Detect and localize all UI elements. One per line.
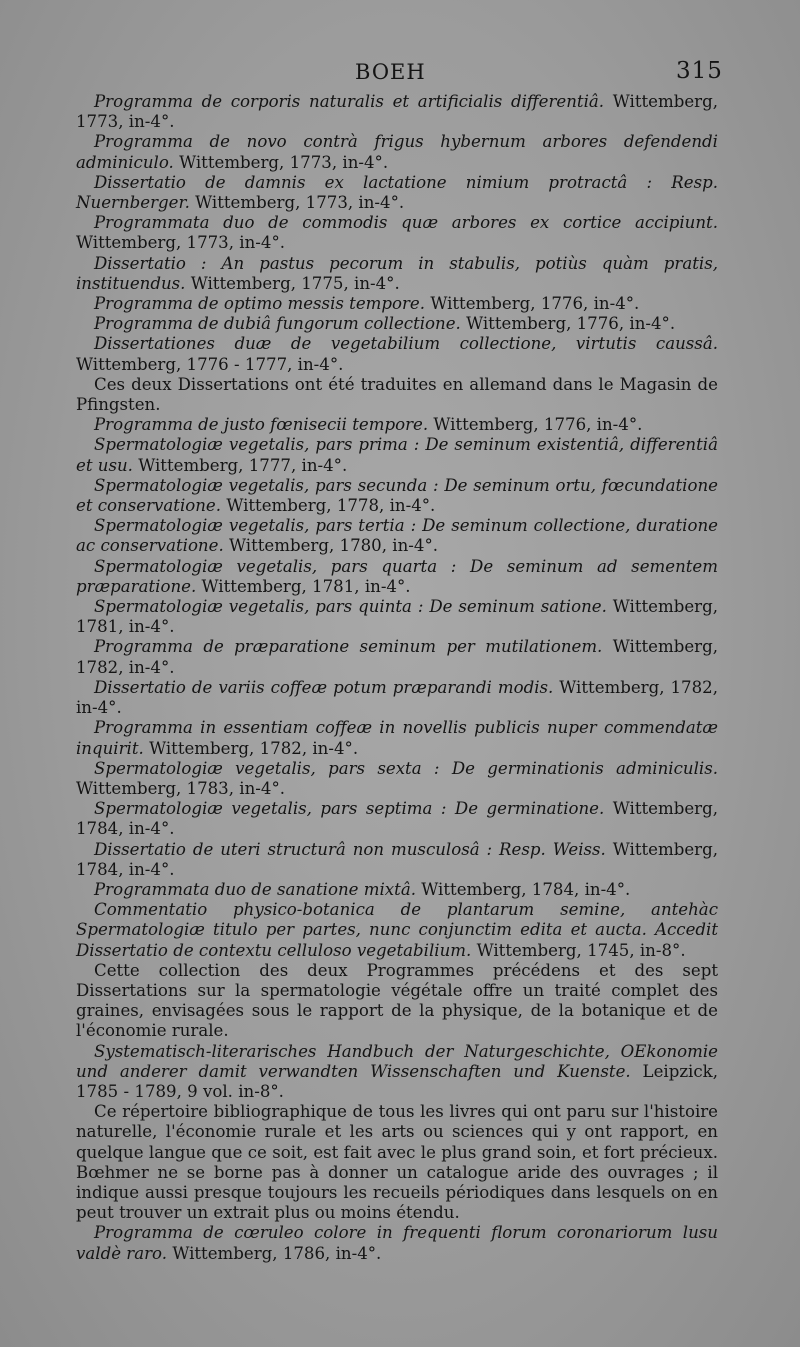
bibliography-entry [76,476,718,516]
bibliography-entry [76,415,718,435]
bibliography-entry [76,173,718,213]
entry-imprint: Wittemberg, 1773, in-4°. [76,233,286,253]
page-number: 315 [676,58,723,84]
entry-imprint: Wittemberg, 1777, in-4°. [138,455,348,475]
commentary-note: Cette collection des deux Programmes précédens et des sept Dissertations sur la spermatologie végétale offre un traité complet des graines, envisagées sous le rapport de la physique, de la botanique et de l'économie rurale. [76,960,718,1041]
entry-title: Programma de dubiâ fungorum collectione. [94,314,461,334]
bibliography-entry [76,880,718,900]
entry-imprint: Wittemberg, 1773, in-4°. [179,152,389,172]
bibliography-entry [76,900,718,961]
bibliography-entry [76,759,718,799]
bibliography-entry [76,254,718,294]
entry-title: Commentatio physico-botanica de plantarum semine, antehàc Spermatologiæ titulo per partes, nunc conjunctim edita et aucta. Accedit Dissertatio de contextu celluloso vegetabilium. [76,900,718,960]
entry-title: Programma de optimo messis tempore. [94,294,426,314]
entry-title: Spermatologiæ vegetalis, pars quarta : De seminum ad sementem præparatione. [76,556,718,596]
entry-imprint: Wittemberg, 1775, in-4°. [190,273,400,293]
bibliography-entry [76,294,718,314]
entry-imprint: Wittemberg, 1773, in-4°. [195,193,405,213]
entry-title: Programma de cœruleo colore in frequenti florum coronariorum lusu valdè raro. [76,1223,718,1263]
entry-imprint: Wittemberg, 1784, in-4°. [76,839,718,879]
entry-title: Programma de corporis naturalis et artificialis differentiâ. [94,92,605,111]
entry-imprint: Wittemberg, 1782, in-4°. [76,677,718,718]
bibliography-entry [76,557,718,597]
entry-title: Spermatologiæ vegetalis, pars prima : De seminum existentiâ, differentiâ et usu. [76,435,718,475]
entry-imprint: Wittemberg, 1773, in-4°. [76,92,718,132]
bibliography-entry [76,637,718,677]
entry-title: Spermatologiæ vegetalis, pars sexta : De germinationis adminiculis. [94,758,718,778]
running-head: BOEH [355,60,426,84]
entry-title: Programma de præparatione seminum per mutilationem. [94,637,603,657]
bibliography-entry [76,799,718,839]
entry-title: Programma de novo contrà frigus hybernum arbores defendendi adminiculo. [76,132,718,172]
commentary-note: Ces deux Dissertations ont été traduites en allemand dans le Magasin de Pfingsten. [76,374,718,415]
entry-imprint: Wittemberg, 1776 - 1777, in-4°. [76,354,344,374]
entry-title: Dissertatio de variis coffeæ potum præparandi modis. [94,677,554,697]
entry-imprint: Wittemberg, 1780, in-4°. [229,536,439,556]
bibliography-entry [76,678,718,718]
entry-imprint: Wittemberg, 1786, in-4°. [172,1243,382,1263]
bibliography-entry [76,1223,718,1263]
bibliography-entry [76,334,718,374]
entry-title: Spermatologiæ vegetalis, pars quinta : De seminum satione. [94,597,607,617]
entry-title: Programma in essentiam coffeæ in novellis publicis nuper commendatæ inquirit. [76,718,718,758]
entry-title: Spermatologiæ vegetalis, pars secunda : De seminum ortu, fœcundatione et conservatione. [76,475,718,516]
bibliography-entry [76,1042,718,1103]
entry-title: Programmata duo de commodis quæ arbores ex cortice accipiunt. [94,213,718,233]
bibliography-entry [76,516,718,556]
entry-title: Systematisch-literarisches Handbuch der Naturgeschichte, OEkonomie und anderer damit verwandten Wissenschaften und Kuenste. [76,1041,718,1081]
entry-title: Dissertatio de damnis ex lactatione nimium protractâ : Resp. Nuernberger. [76,172,718,213]
entry-imprint: Wittemberg, 1781, in-4°. [201,576,411,596]
bibliography-entry [76,597,718,637]
entry-title: Programma de justo fœnisecii tempore. [94,415,429,435]
entry-imprint: Wittemberg, 1776, in-4°. [433,415,643,435]
entry-imprint: Wittemberg, 1783, in-4°. [76,778,286,798]
entry-title: Dissertatio de uteri structurâ non musculosâ : Resp. Weiss. [94,839,606,859]
commentary-note: Ce répertoire bibliographique de tous les livres qui ont paru sur l'histoire naturelle, l'économie rurale et les arts ou sciences qui y ont rapport, en quelque langue que ce soit, est fait avec le plus grand soin, et fort précieux. Bœhmer ne se borne pas à donner un catalogue aride des ouvrages ; il indique aussi presque toujours les recueils périodiques dans lesquels on en peut trouver un extrait plus ou moins étendu. [76,1102,718,1223]
entry-title: Spermatologiæ vegetalis, pars tertia : De seminum collectione, duratione ac conservatione. [76,516,718,556]
entry-imprint: Wittemberg, 1776, in-4°. [430,294,640,314]
bibliography-entry [76,435,718,475]
entry-title: Spermatologiæ vegetalis, pars septima : De germinatione. [94,799,605,819]
entry-title: Dissertationes duæ de vegetabilium collectione, virtutis caussâ. [94,334,718,354]
page-header [0,58,800,92]
entry-imprint: Wittemberg, 1784, in-4°. [76,799,718,839]
entry-title: Dissertatio : An pastus pecorum in stabulis, potiùs quàm pratis, instituendus. [76,253,718,293]
bibliography-entry [76,92,718,132]
entry-imprint: Wittemberg, 1778, in-4°. [226,496,436,516]
entry-imprint: Wittemberg, 1776, in-4°. [466,314,676,334]
entry-imprint: Wittemberg, 1784, in-4°. [421,879,631,899]
entry-imprint: Wittemberg, 1745, in-8°. [476,940,686,960]
bibliography-entry [76,718,718,758]
entry-imprint: Wittemberg, 1782, in-4°. [149,738,359,758]
entry-imprint: Wittemberg, 1782, in-4°. [76,637,718,677]
entry-title: Programmata duo de sanatione mixtâ. [94,879,416,899]
bibliography-entry [76,840,718,880]
bibliography-body [76,92,718,1264]
bibliography-entry [76,314,718,334]
entry-imprint: Leipzick, 1785 - 1789, 9 vol. in-8°. [76,1061,718,1101]
bibliography-entry [76,132,718,172]
entry-imprint: Wittemberg, 1781, in-4°. [76,597,718,637]
bibliography-entry [76,213,718,253]
